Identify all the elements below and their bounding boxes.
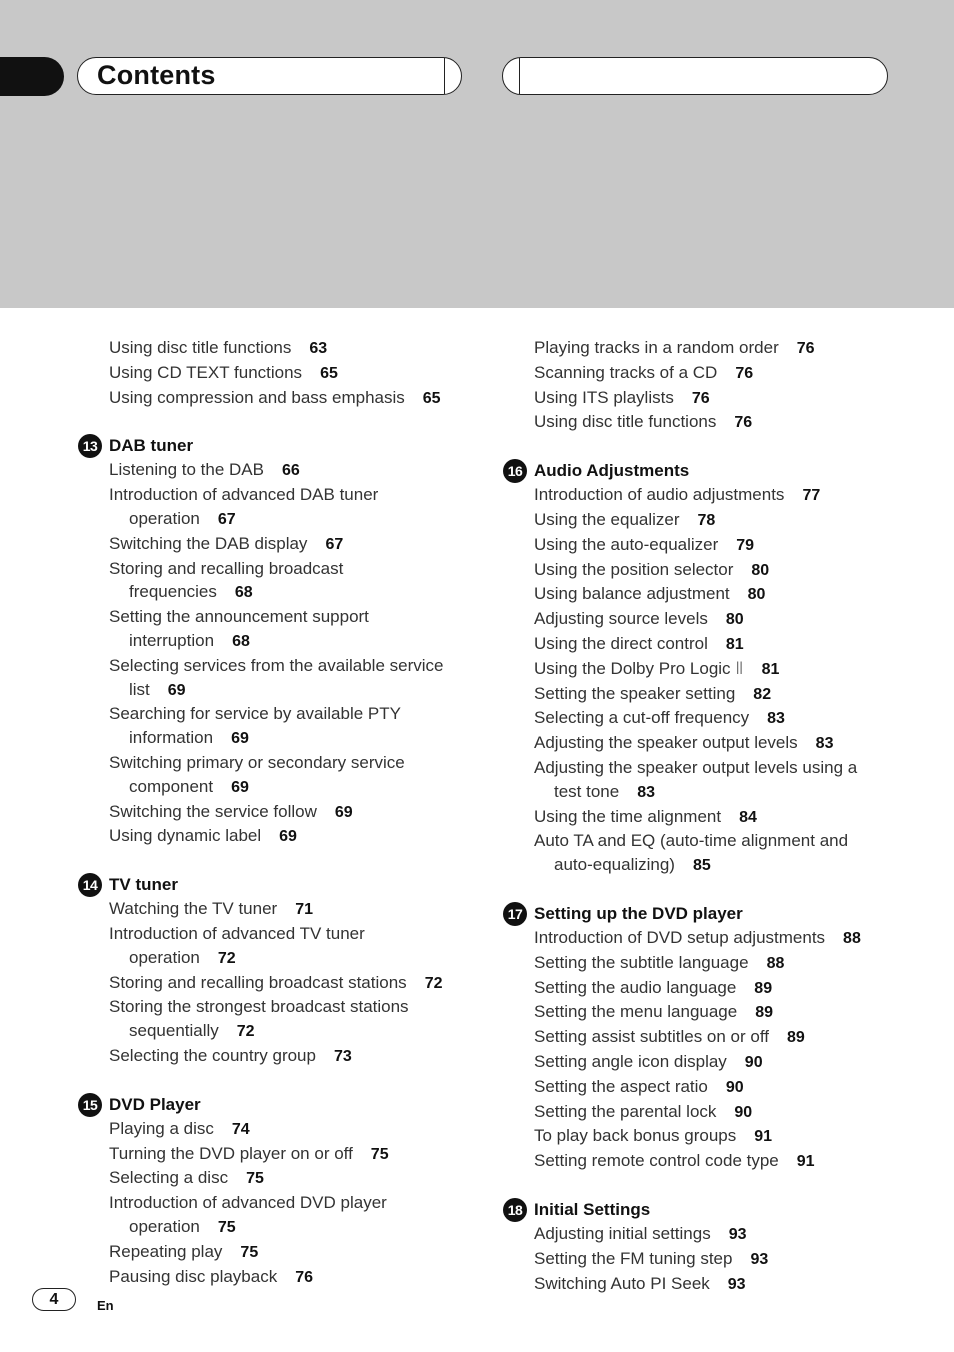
toc-entry[interactable] <box>503 508 913 533</box>
toc-entry-text: Adjusting the speaker output levels <box>534 733 798 753</box>
toc-entry-text: Listening to the DAB <box>109 460 264 480</box>
section-heading[interactable] <box>503 1198 913 1222</box>
page-title: Contents <box>97 60 216 90</box>
toc-entry[interactable] <box>78 824 478 849</box>
language-label: En <box>97 1298 114 1313</box>
toc-page-number: 91 <box>796 1153 815 1171</box>
toc-page-number: 80 <box>747 586 766 604</box>
toc-entry-continuation-text: frequencies <box>129 582 217 602</box>
toc-entry-continuation-text: interruption <box>129 630 215 650</box>
toc-page-number: 69 <box>279 828 297 846</box>
toc-page-number: 84 <box>739 808 757 826</box>
section-heading[interactable] <box>78 434 478 458</box>
toc-entry-text: Setting the parental lock <box>534 1101 717 1121</box>
toc-page-number: 80 <box>751 561 770 579</box>
toc-entry[interactable] <box>78 458 478 483</box>
section-number-badge: 15 <box>78 1093 102 1117</box>
toc-entry-text: Using the time alignment <box>534 806 722 826</box>
toc-entry-text: Switching Auto PI Seek <box>534 1273 710 1293</box>
toc-entry[interactable] <box>503 361 913 386</box>
toc-entry-continuation-text: operation <box>129 947 200 967</box>
toc-page-number: 66 <box>281 462 300 480</box>
toc-entry-text: Switching primary or secondary service <box>109 752 405 772</box>
blank-header-box <box>502 57 888 95</box>
toc-page-number: 90 <box>744 1053 763 1071</box>
toc-entry[interactable] <box>78 532 478 557</box>
toc-entry-text: Introduction of DVD setup adjustments <box>534 927 826 947</box>
toc-entry-text: Switching the DAB display <box>109 533 308 553</box>
toc-entry-text: Setting the menu language <box>534 1002 738 1022</box>
toc-entry[interactable] <box>78 1265 478 1290</box>
toc-entry-text: Adjusting the speaker output levels using a <box>534 757 858 777</box>
toc-page-number: 90 <box>734 1103 753 1121</box>
toc-entry[interactable] <box>503 1075 913 1100</box>
toc-entry[interactable] <box>503 731 913 756</box>
toc-entry[interactable] <box>78 557 478 606</box>
toc-entry[interactable] <box>78 971 478 996</box>
toc-page-number: 83 <box>815 735 834 753</box>
toc-page-number: 72 <box>236 1023 255 1041</box>
toc-entry-text: Repeating play <box>109 1241 223 1261</box>
section-number-badge: 18 <box>503 1198 527 1222</box>
toc-page-number: 81 <box>725 635 744 653</box>
section-title: DAB tuner <box>109 436 194 456</box>
toc-entry-continuation-text: list <box>129 679 150 699</box>
toc-entry[interactable] <box>503 607 913 632</box>
blank-box-divider <box>519 58 520 94</box>
toc-page-number: 83 <box>637 783 656 801</box>
toc-entry[interactable] <box>503 1222 913 1247</box>
toc-entry[interactable] <box>503 1025 913 1050</box>
toc-page-number: 75 <box>246 1170 264 1188</box>
toc-entry-text: Using ITS playlists <box>534 387 674 407</box>
toc-page-number: 78 <box>697 511 716 529</box>
toc-page-number: 89 <box>755 1004 774 1022</box>
section-spacer <box>78 849 478 873</box>
toc-entry-text: Setting the subtitle language <box>534 952 749 972</box>
toc-entry[interactable] <box>78 1191 478 1240</box>
toc-page-number: 85 <box>692 857 711 875</box>
toc-page-number: 71 <box>295 901 313 919</box>
toc-entry[interactable] <box>503 829 913 878</box>
toc-entry-text: Using disc title functions <box>109 338 292 357</box>
toc-page-number: 65 <box>320 364 338 382</box>
toc-entry[interactable] <box>503 1100 913 1125</box>
section-title: Setting up the DVD player <box>534 903 743 923</box>
toc-entry[interactable] <box>503 926 913 951</box>
page-number: 4 <box>32 1288 76 1311</box>
toc-page-number: 69 <box>231 778 249 796</box>
section-heading[interactable] <box>503 902 913 926</box>
toc-page-number: 69 <box>167 681 186 699</box>
toc-entry-text: Adjusting source levels <box>534 609 708 629</box>
toc-page-number: 76 <box>735 364 754 382</box>
toc-entry[interactable] <box>78 897 478 922</box>
toc-entry[interactable] <box>503 533 913 558</box>
toc-entry-continuation <box>534 780 913 805</box>
toc-entry-text: Setting the FM tuning step <box>534 1248 733 1268</box>
toc-page-number: 72 <box>424 974 443 992</box>
toc-entry-text: Selecting a cut-off frequency <box>534 708 750 728</box>
toc-entry-text: Switching the service follow <box>109 801 317 821</box>
section-heading[interactable] <box>78 873 478 897</box>
toc-entry-continuation-text: component <box>129 776 214 796</box>
toc-page-number: 77 <box>802 487 821 505</box>
toc-page-number: 76 <box>734 414 753 432</box>
toc-entry-text: Pausing disc playback <box>109 1266 278 1286</box>
toc-entry-continuation <box>109 678 478 703</box>
title-box-divider <box>444 58 445 94</box>
toc-entry[interactable] <box>503 682 913 707</box>
header-band <box>0 0 954 308</box>
toc-entry-text: Setting remote control code type <box>534 1151 779 1171</box>
toc-entry-text: Using balance adjustment <box>534 584 730 604</box>
toc-entry-text: Introduction of audio adjustments <box>534 485 785 505</box>
toc-entry-text: Auto TA and EQ (auto-time alignment and <box>534 831 849 851</box>
toc-entry[interactable] <box>503 1124 913 1149</box>
section-spacer <box>78 410 478 434</box>
toc-entry[interactable] <box>78 1044 478 1069</box>
toc-entry-text: Using CD TEXT functions <box>109 362 303 382</box>
toc-page-number: 91 <box>754 1128 773 1146</box>
toc-entry-continuation <box>109 726 478 751</box>
toc-entry[interactable] <box>503 483 913 508</box>
toc-entry[interactable] <box>78 361 478 386</box>
toc-entry[interactable] <box>78 1166 478 1191</box>
section-spacer <box>503 878 913 902</box>
toc-entry-text: Playing tracks in a random order <box>534 338 779 357</box>
section-number-badge: 14 <box>78 873 102 897</box>
toc-entry-text: Introduction of advanced DVD player <box>109 1193 387 1213</box>
toc-entry-continuation <box>109 946 478 971</box>
toc-entry[interactable] <box>78 654 478 703</box>
toc-entry-text: Scanning tracks of a CD <box>534 362 718 382</box>
toc-entry[interactable] <box>503 1000 913 1025</box>
toc-page-number: 89 <box>786 1029 805 1047</box>
toc-entry[interactable] <box>78 995 478 1044</box>
toc-entry-text: Setting the speaker setting <box>534 683 736 703</box>
toc-page-number: 80 <box>725 611 744 629</box>
title-box <box>77 57 462 95</box>
toc-page-number: 74 <box>231 1120 250 1138</box>
toc-entry-text: Storing the strongest broadcast stations <box>109 997 409 1017</box>
toc-entry[interactable] <box>78 483 478 532</box>
section-title: Initial Settings <box>534 1199 651 1219</box>
toc-entry-text: Setting the audio language <box>534 977 737 997</box>
toc-entry[interactable] <box>503 632 913 657</box>
toc-entry[interactable] <box>503 1149 913 1174</box>
section-heading[interactable] <box>503 459 913 483</box>
toc-entry[interactable] <box>503 582 913 607</box>
toc-page-number: 67 <box>217 510 236 528</box>
toc-page-number: 83 <box>767 710 785 728</box>
right-column <box>503 336 913 1296</box>
toc-page-number: 75 <box>217 1218 236 1236</box>
toc-entry[interactable] <box>503 336 913 361</box>
toc-entry-text: Selecting a disc <box>109 1168 229 1188</box>
toc-page-number: 72 <box>217 949 236 967</box>
toc-entry[interactable] <box>503 951 913 976</box>
section-tab-marker <box>0 57 64 96</box>
toc-page-number: 93 <box>728 1225 747 1243</box>
toc-entry-text: Watching the TV tuner <box>109 899 278 919</box>
toc-entry-text: Using the auto-equalizer <box>534 534 719 554</box>
toc-entry-text: Using the direct control <box>534 633 708 653</box>
toc-page-number: 93 <box>750 1250 769 1268</box>
toc-entry-text: Setting angle icon display <box>534 1051 727 1071</box>
toc-entry[interactable] <box>503 657 913 682</box>
toc-entry[interactable] <box>78 336 478 361</box>
toc-entry[interactable] <box>78 800 478 825</box>
toc-entry[interactable] <box>503 386 913 411</box>
toc-entry[interactable] <box>78 605 478 654</box>
toc-entry-continuation-text: operation <box>129 1216 200 1236</box>
toc-entry-text: Turning the DVD player on or off <box>109 1143 353 1163</box>
toc-page-number: 69 <box>334 803 353 821</box>
toc-entry-text: Adjusting initial settings <box>534 1223 711 1243</box>
toc-entry-continuation <box>109 1215 478 1240</box>
section-title: TV tuner <box>109 875 178 895</box>
toc-page-number: 88 <box>766 954 785 972</box>
toc-entry-text: Setting the announcement support <box>109 607 369 627</box>
toc-page-number: 76 <box>295 1268 314 1286</box>
toc-entry-text: Storing and recalling broadcast <box>109 558 344 578</box>
toc-entry-text: Using dynamic label <box>109 826 262 846</box>
toc-page-number: 67 <box>325 535 344 553</box>
toc-entry[interactable] <box>503 1247 913 1272</box>
section-number-badge: 16 <box>503 459 527 483</box>
toc-page-number: 65 <box>422 389 441 407</box>
toc-entry-text: To play back bonus groups <box>534 1126 737 1146</box>
toc-entry[interactable] <box>78 751 478 800</box>
toc-entry[interactable] <box>503 1272 913 1297</box>
toc-entry[interactable] <box>78 702 478 751</box>
toc-entry-continuation <box>109 507 478 532</box>
section-spacer <box>503 1174 913 1198</box>
toc-entry-text: Setting the aspect ratio <box>534 1076 708 1096</box>
toc-page-number: 75 <box>240 1243 259 1261</box>
toc-entry[interactable] <box>503 706 913 731</box>
section-number-badge: 17 <box>503 902 527 926</box>
toc-entry-continuation-text: information <box>129 728 214 748</box>
toc-entry[interactable] <box>78 1240 478 1265</box>
toc-page-number: 89 <box>754 979 773 997</box>
toc-page-number: 73 <box>333 1047 352 1065</box>
toc-page-number: 68 <box>234 584 253 602</box>
toc-entry[interactable] <box>503 805 913 830</box>
toc-entry-text: Storing and recalling broadcast stations <box>109 972 407 992</box>
toc-entry-continuation <box>109 775 478 800</box>
toc-page-number: 68 <box>232 632 250 650</box>
toc-page-number: 82 <box>753 685 772 703</box>
toc-entry-continuation <box>109 580 478 605</box>
toc-entry-text: Using disc title functions <box>534 412 717 432</box>
toc-entry-continuation <box>109 1019 478 1044</box>
toc-entry[interactable] <box>503 410 913 435</box>
toc-entry-text: Selecting the country group <box>109 1045 316 1065</box>
toc-page-number: 88 <box>843 929 861 947</box>
toc-entry[interactable] <box>503 756 913 805</box>
toc-entry-text: Using compression and bass emphasis <box>109 387 405 407</box>
toc-entry-text: Setting assist subtitles on or off <box>534 1027 769 1047</box>
toc-entry[interactable] <box>503 558 913 583</box>
toc-entry-text: Using the position selector <box>534 559 734 579</box>
section-title: Audio Adjustments <box>534 461 690 481</box>
toc-entry[interactable] <box>78 1142 478 1167</box>
toc-page-number: 76 <box>691 389 710 407</box>
toc-entry[interactable] <box>503 1050 913 1075</box>
toc-entry-text: Searching for service by available PTY <box>109 704 401 724</box>
section-spacer <box>78 1069 478 1093</box>
toc-page-number: 63 <box>309 340 328 357</box>
toc-entry-continuation-text: operation <box>129 508 200 528</box>
toc-entry-continuation-text: test tone <box>554 781 620 801</box>
toc-entry[interactable] <box>78 922 478 971</box>
toc-entry-continuation <box>534 853 913 878</box>
section-heading[interactable] <box>78 1093 478 1117</box>
toc-entry-text: Using the equalizer <box>534 509 680 529</box>
toc-entry-text: Playing a disc <box>109 1118 214 1138</box>
toc-entry-text: Selecting services from the available service <box>109 655 444 675</box>
left-column <box>78 336 478 1289</box>
toc-page-number: 90 <box>725 1078 744 1096</box>
toc-page-number: 69 <box>231 730 249 748</box>
toc-entry-continuation <box>109 629 478 654</box>
section-number-badge: 13 <box>78 434 102 458</box>
toc-entry-continuation-text: sequentially <box>129 1021 219 1041</box>
toc-entry[interactable] <box>78 1117 478 1142</box>
toc-page-number: 79 <box>736 536 755 554</box>
toc-entry[interactable] <box>503 976 913 1001</box>
section-title: DVD Player <box>109 1094 201 1114</box>
toc-page-number: 93 <box>727 1275 746 1293</box>
toc-entry[interactable] <box>78 386 478 411</box>
toc-entry-text: Introduction of advanced TV tuner <box>109 923 365 943</box>
section-spacer <box>503 435 913 459</box>
toc-page-number: 76 <box>796 340 815 357</box>
toc-page-number: 75 <box>370 1145 389 1163</box>
toc-page-number: 81 <box>761 660 780 678</box>
toc-entry-continuation-text: auto-equalizing) <box>554 855 675 875</box>
toc-entry-text: Using the Dolby Pro Logic Ⅱ <box>534 658 744 678</box>
toc-entry-text: Introduction of advanced DAB tuner <box>109 485 379 505</box>
